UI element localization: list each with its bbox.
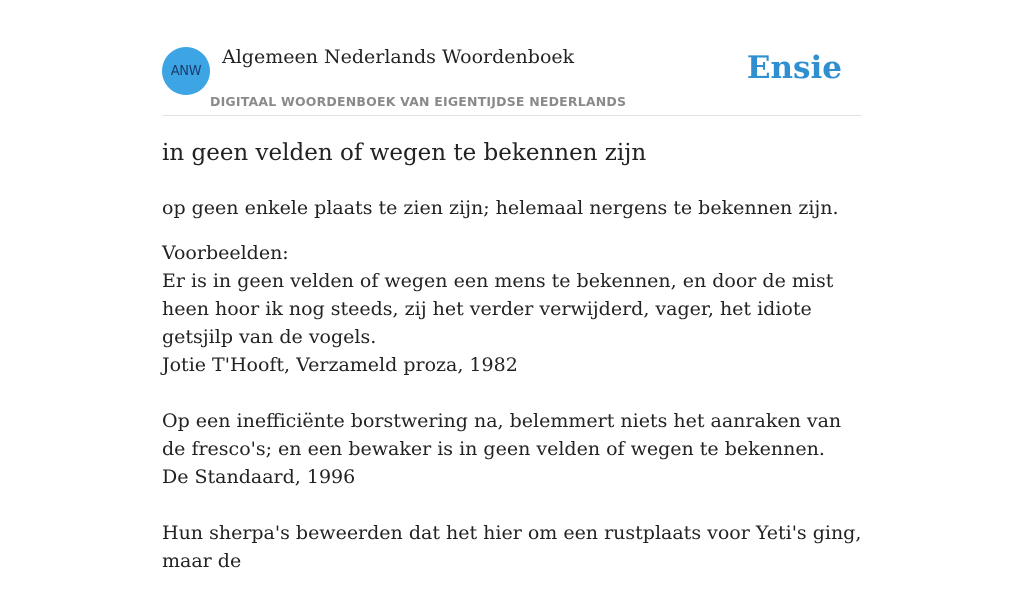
ensie-brand-link[interactable]: Ensie bbox=[746, 50, 842, 86]
example-item bbox=[162, 519, 862, 575]
page bbox=[162, 0, 862, 572]
example-item bbox=[162, 407, 862, 491]
example-text: Er is in geen velden of wegen een mens te bekennen, en door de mist heen hoor ik nog steeds, zij het verder verwijderd, vager, het idiote getsjilp van de vogels. bbox=[162, 270, 834, 348]
examples-label: Voorbeelden: bbox=[162, 242, 289, 264]
example-item bbox=[162, 267, 862, 379]
example-text: Hun sherpa's beweerden dat het hier om een rustplaats voor Yeti's ging, maar de bbox=[162, 522, 862, 572]
example-source: De Standaard, 1996 bbox=[162, 466, 356, 488]
examples-section bbox=[162, 239, 862, 603]
logo-text: ANW bbox=[170, 63, 202, 79]
entry-title: in geen velden of wegen te bekennen zijn bbox=[162, 140, 647, 166]
example-text: Op een inefficiënte borstwering na, belemmert niets het aanraken van de fresco's; en een bewaker is in geen velden of wegen te bekennen. bbox=[162, 410, 842, 460]
site-title[interactable]: Algemeen Nederlands Woordenboek bbox=[222, 46, 575, 68]
site-header bbox=[162, 0, 862, 116]
site-subtitle: DIGITAAL WOORDENBOEK VAN EIGENTIJDSE NEDERLANDS bbox=[210, 94, 627, 109]
anw-logo[interactable] bbox=[162, 47, 210, 95]
example-source: Jotie T'Hooft, Verzameld proza, 1982 bbox=[162, 354, 518, 376]
entry-definition: op geen enkele plaats te zien zijn; helemaal nergens te bekennen zijn. bbox=[162, 197, 839, 219]
